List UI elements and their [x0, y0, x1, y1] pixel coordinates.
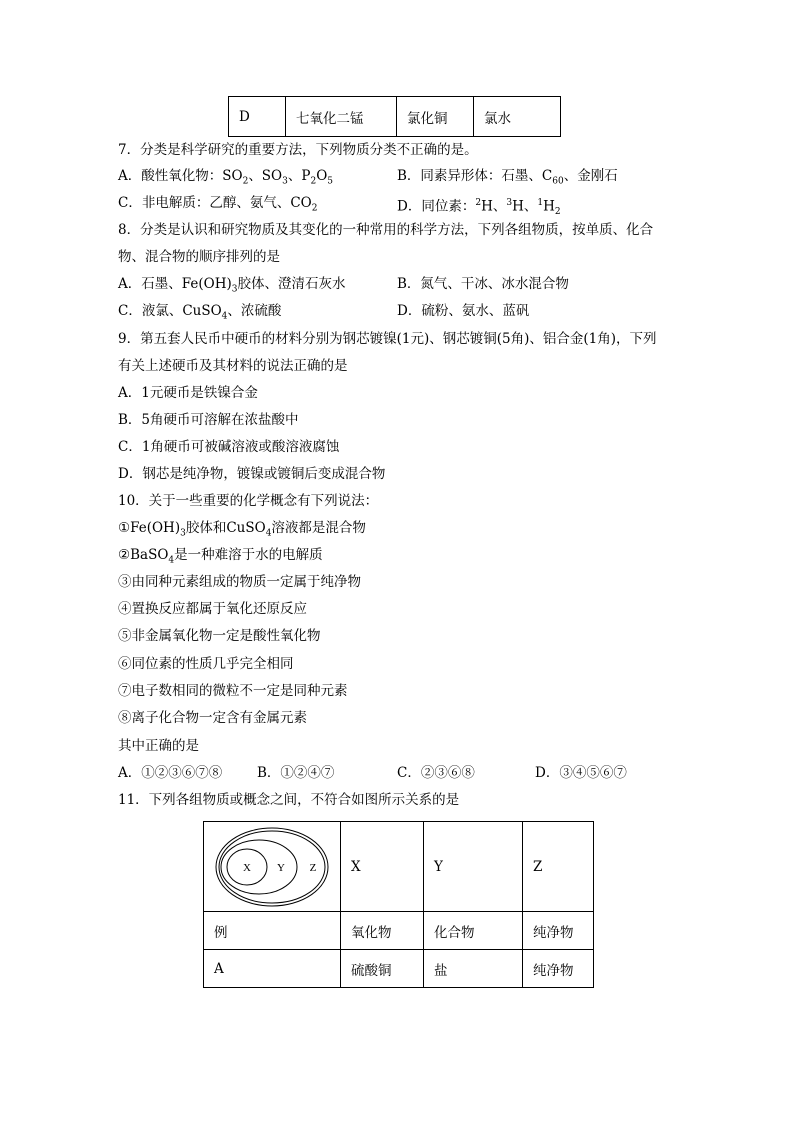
q10-statement-1 [118, 519, 366, 543]
header-x: X [341, 822, 424, 912]
q10-statement-2 [118, 546, 323, 570]
text: H、 [481, 198, 507, 215]
q7-option-b [397, 167, 618, 191]
text: O [316, 168, 328, 184]
sub: 3 [231, 284, 238, 295]
text: 、浓硫酸 [227, 303, 282, 319]
venn-diagram-cell [204, 822, 341, 912]
sub: 2 [554, 207, 561, 218]
venn-label-x: X [243, 861, 251, 874]
sub: 4 [168, 555, 175, 566]
sup: 1 [537, 198, 544, 208]
q7-option-a [118, 167, 333, 191]
sub: 2 [242, 176, 249, 187]
q9-stem-line1: 9．第五套人民币中硬币的材料分别为钢芯镀镍(1元)、钢芯镀铜(5角)、铝合金(1角)，下列 [118, 331, 657, 347]
top-table-cell: D [229, 97, 286, 137]
text: 是一种难溶于水的电解质 [174, 547, 323, 563]
q10-statement-8: ⑧离子化合物一定含有金属元素 [118, 710, 307, 726]
sub: 2 [310, 176, 317, 187]
sub: 4 [265, 528, 272, 539]
q10-statement-7: ⑦电子数相同的微粒不一定是同种元素 [118, 683, 348, 699]
q8-stem-line2: 物、混合物的顺序排列的是 [118, 249, 280, 265]
top-table [228, 96, 561, 137]
text: H [543, 198, 555, 215]
q8-option-d: D．硫粉、氨水、蓝矾 [397, 303, 530, 319]
text: C．非电解质：乙醇、氨气、CO [118, 195, 312, 211]
venn-label-y: Y [277, 861, 285, 874]
top-table-cell: 氯水 [474, 97, 561, 137]
text: B．同素异形体：石墨、C [397, 168, 553, 184]
venn-diagram [214, 825, 330, 909]
table-cell: A [204, 950, 341, 988]
venn-middle-ellipse [221, 840, 297, 894]
sub: 2 [311, 203, 318, 214]
text: 胶体、澄清石灰水 [237, 276, 346, 292]
text: A．酸性氧化物：SO [118, 168, 243, 184]
q8-option-a [118, 275, 345, 299]
q10-option-b: B．①②④⑦ [257, 765, 335, 781]
text: A．石墨、Fe(OH) [118, 276, 232, 292]
q11-table [203, 821, 594, 988]
top-table-cell: 氯化铜 [397, 97, 474, 137]
q7-stem: 7．分类是科学研究的重要方法，下列物质分类不正确的是。 [118, 142, 478, 158]
q10-stem: 10．关于一些重要的化学概念有下列说法： [118, 493, 379, 509]
q7-option-d [397, 194, 561, 221]
q10-statement-5: ⑤非金属氧化物一定是酸性氧化物 [118, 628, 321, 644]
q10-option-a: A．①②③⑥⑦⑧ [118, 765, 223, 781]
sup: 2 [475, 198, 482, 208]
table-cell: 纯净物 [523, 912, 594, 950]
text: 、P [287, 168, 311, 184]
sub: 60 [552, 176, 564, 187]
q9-option-d: D．钢芯是纯净物，镀镍或镀铜后变成混合物 [118, 466, 386, 482]
text: H、 [512, 198, 538, 215]
q10-option-c: C．②③⑥⑧ [397, 765, 475, 781]
sub: 4 [221, 311, 228, 322]
q10-statement-3: ③由同种元素组成的物质一定属于纯净物 [118, 574, 361, 590]
text: C．液氯、CuSO [118, 303, 222, 319]
q10-statement-6: ⑥同位素的性质几乎完全相同 [118, 656, 294, 672]
table-cell: 纯净物 [523, 950, 594, 988]
header-y: Y [424, 822, 523, 912]
q11-stem: 11．下列各组物质或概念之间，不符合如图所示关系的是 [118, 792, 460, 808]
sub: 3 [282, 176, 288, 187]
text: ②BaSO [118, 547, 169, 563]
q7-option-c [118, 194, 317, 218]
table-cell: 例 [204, 912, 341, 950]
text: 、SO [248, 168, 283, 184]
table-cell: 硫酸铜 [341, 950, 424, 988]
top-table-cell: 七氧化二锰 [286, 97, 397, 137]
q9-option-a: A．1元硬币是铁镍合金 [118, 385, 258, 401]
text: 胶体和CuSO [185, 520, 266, 536]
text: 溶液都是混合物 [271, 520, 366, 536]
header-z: Z [523, 822, 594, 912]
text: D．同位素： [397, 198, 476, 215]
text: 、金刚石 [563, 168, 618, 184]
q8-option-b: B．氮气、干冰、冰水混合物 [397, 276, 569, 292]
table-cell: 氧化物 [341, 912, 424, 950]
table-cell: 化合物 [424, 912, 523, 950]
sub: 5 [327, 176, 334, 187]
q10-correct-prompt: 其中正确的是 [118, 738, 199, 754]
table-cell: 盐 [424, 950, 523, 988]
q9-option-c: C．1角硬币可被碱溶液或酸溶液腐蚀 [118, 439, 340, 455]
text: ①Fe(OH) [118, 520, 181, 536]
q10-statement-4: ④置换反应都属于氧化还原反应 [118, 601, 307, 617]
sup: 3 [506, 198, 513, 208]
q8-option-c [118, 302, 281, 326]
sub: 3 [180, 528, 186, 539]
q10-option-d: D．③④⑤⑥⑦ [535, 765, 627, 781]
venn-label-z: Z [309, 861, 317, 874]
q9-stem-line2: 有关上述硬币及其材料的说法正确的是 [118, 358, 348, 374]
q9-option-b: B．5角硬币可溶解在浓盐酸中 [118, 412, 299, 428]
q8-stem-line1: 8．分类是认识和研究物质及其变化的一种常用的科学方法，下列各组物质，按单质、化合 [118, 222, 654, 238]
